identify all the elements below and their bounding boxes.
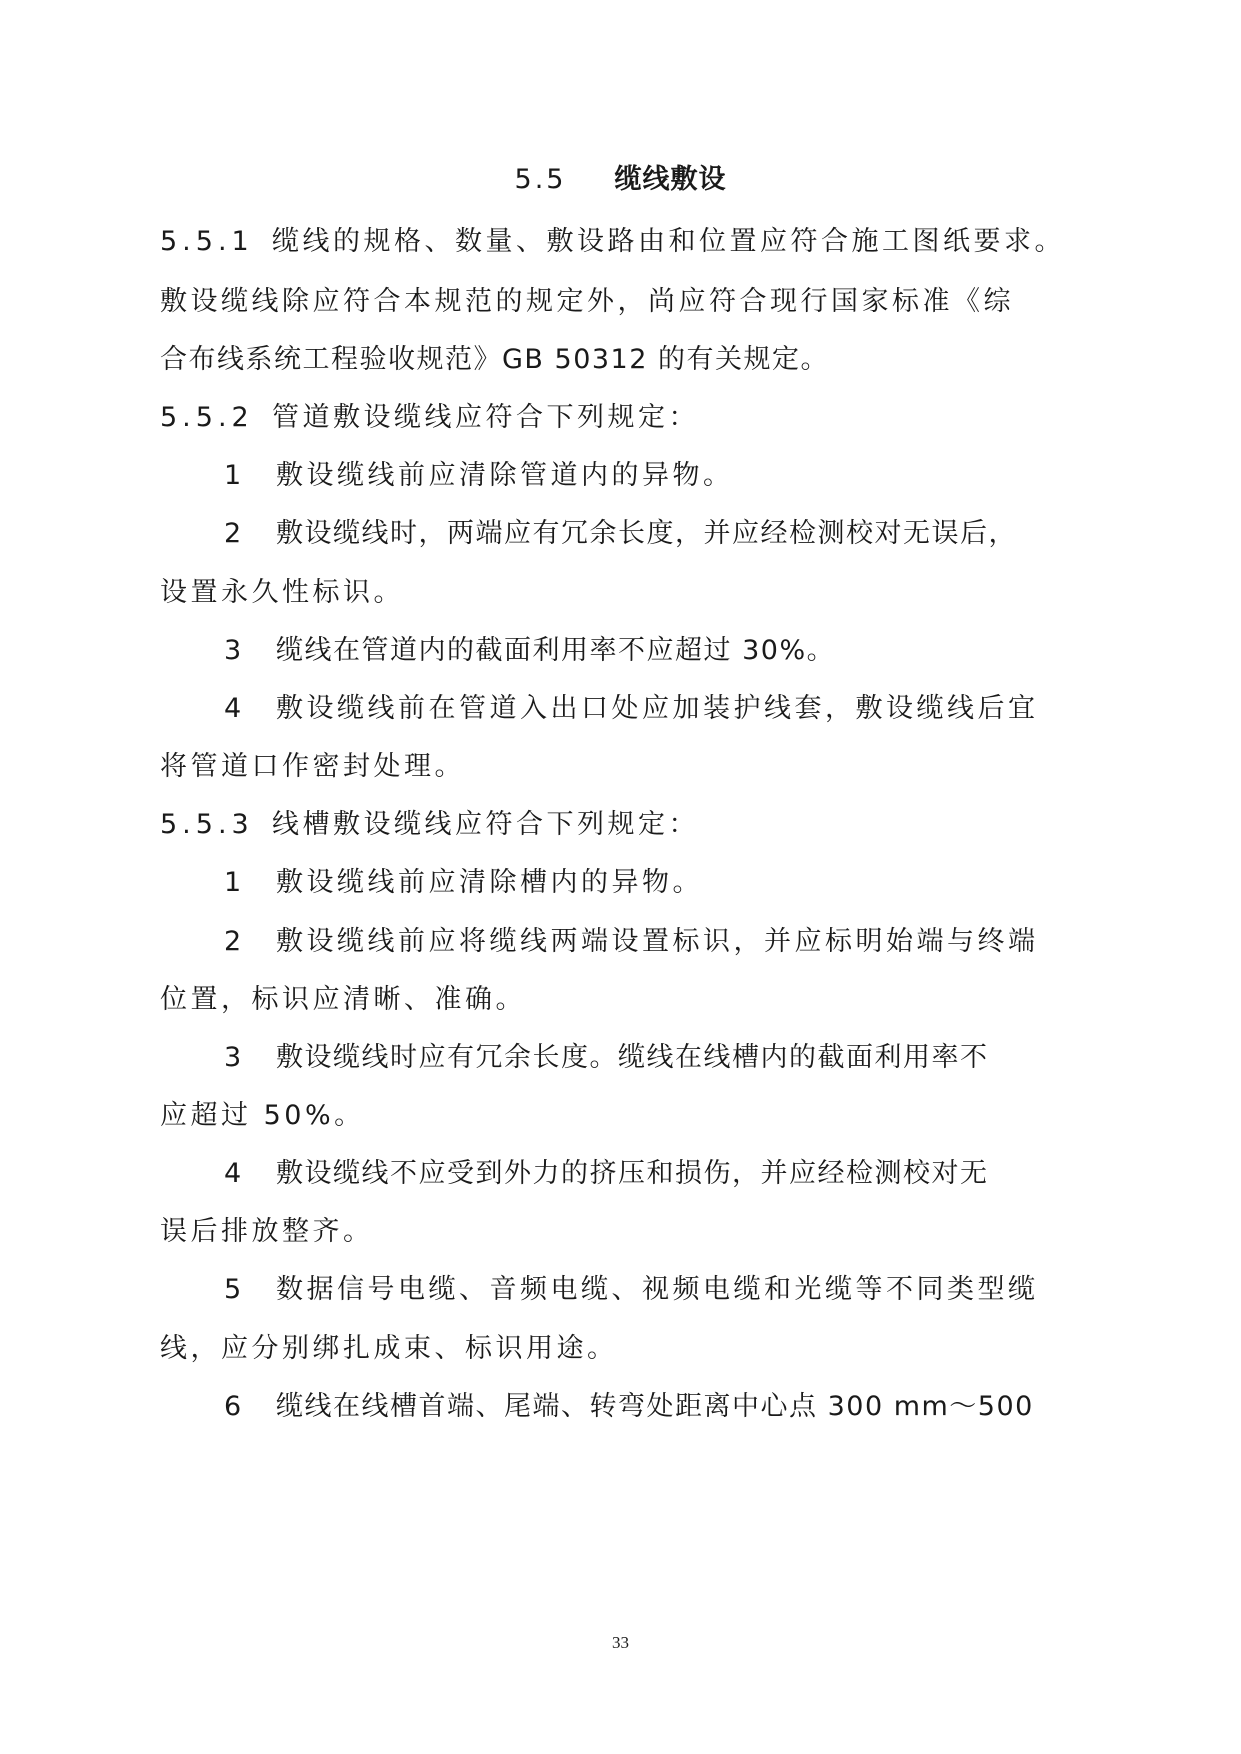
item-number: 5 bbox=[224, 1274, 245, 1305]
list-item bbox=[160, 1387, 1080, 1427]
text-line bbox=[160, 805, 1080, 845]
page-number: 33 bbox=[612, 1633, 629, 1652]
list-item bbox=[160, 689, 1080, 729]
item-number: 4 bbox=[224, 1158, 243, 1189]
line-text: 缆线在线槽首端、尾端、转弯处距离中心点 300 mm～500 bbox=[276, 1391, 1034, 1422]
text-line bbox=[160, 747, 1080, 787]
text-line bbox=[160, 282, 1080, 322]
clause-number: 5.5.3 bbox=[160, 809, 254, 840]
line-text: 缆线的规格、数量、敷设路由和位置应符合施工图纸要求。 bbox=[272, 226, 1065, 257]
line-text: 敷设缆线前应清除管道内的异物。 bbox=[276, 460, 734, 491]
text-line bbox=[160, 398, 1080, 438]
line-text: 敷设缆线除应符合本规范的规定外，尚应符合现行国家标准《综 bbox=[160, 286, 1014, 317]
line-text: 应超过 50%。 bbox=[160, 1100, 365, 1131]
item-number: 6 bbox=[224, 1391, 243, 1422]
list-item bbox=[160, 514, 1080, 554]
item-number: 2 bbox=[224, 518, 243, 549]
line-text: 敷设缆线时应有冗余长度。缆线在线槽内的截面利用率不 bbox=[276, 1042, 989, 1073]
text-line bbox=[160, 222, 1080, 262]
item-number: 1 bbox=[224, 867, 245, 898]
section-title: 缆线敷设 bbox=[614, 164, 727, 195]
line-text: 合布线系统工程验收规范》GB 50312 的有关规定。 bbox=[160, 344, 830, 375]
line-text: 敷设缆线前在管道入出口处应加装护线套，敷设缆线后宜 bbox=[276, 693, 1039, 724]
item-number: 2 bbox=[224, 926, 245, 957]
item-number: 3 bbox=[224, 1042, 243, 1073]
clause-number: 5.5.2 bbox=[160, 402, 254, 433]
text-line bbox=[160, 340, 1080, 380]
clause-number: 5.5.1 bbox=[160, 226, 254, 257]
item-number: 3 bbox=[224, 635, 243, 666]
text-line bbox=[160, 980, 1080, 1020]
line-text: 误后排放整齐。 bbox=[160, 1216, 374, 1247]
text-line bbox=[160, 1329, 1080, 1369]
list-item bbox=[160, 922, 1080, 962]
line-text: 位置，标识应清晰、准确。 bbox=[160, 984, 526, 1015]
line-text: 线，应分别绑扎成束、标识用途。 bbox=[160, 1333, 618, 1364]
text-line bbox=[160, 1212, 1080, 1252]
line-text: 敷设缆线前应清除槽内的异物。 bbox=[276, 867, 703, 898]
section-number: 5.5 bbox=[514, 164, 567, 195]
line-text: 设置永久性标识。 bbox=[160, 577, 404, 608]
line-text: 数据信号电缆、音频电缆、视频电缆和光缆等不同类型缆 bbox=[276, 1274, 1039, 1305]
list-item bbox=[160, 863, 1080, 903]
text-line bbox=[160, 1096, 1080, 1136]
line-text: 将管道口作密封处理。 bbox=[160, 751, 465, 782]
line-text: 管道敷设缆线应符合下列规定： bbox=[272, 402, 699, 433]
line-text: 线槽敷设缆线应符合下列规定： bbox=[272, 809, 699, 840]
item-number: 4 bbox=[224, 693, 245, 724]
list-item bbox=[160, 456, 1080, 496]
line-text: 敷设缆线不应受到外力的挤压和损伤，并应经检测校对无 bbox=[276, 1158, 989, 1189]
list-item bbox=[160, 1270, 1080, 1310]
line-text: 敷设缆线前应将缆线两端设置标识，并应标明始端与终端 bbox=[276, 926, 1039, 957]
line-text: 敷设缆线时，两端应有冗余长度，并应经检测校对无误后， bbox=[276, 518, 1017, 549]
text-line bbox=[160, 573, 1080, 613]
section-heading bbox=[0, 160, 1241, 200]
list-item bbox=[160, 1154, 1080, 1194]
list-item bbox=[160, 1038, 1080, 1078]
item-number: 1 bbox=[224, 460, 245, 491]
list-item bbox=[160, 631, 1080, 671]
line-text: 缆线在管道内的截面利用率不应超过 30%。 bbox=[276, 635, 836, 666]
